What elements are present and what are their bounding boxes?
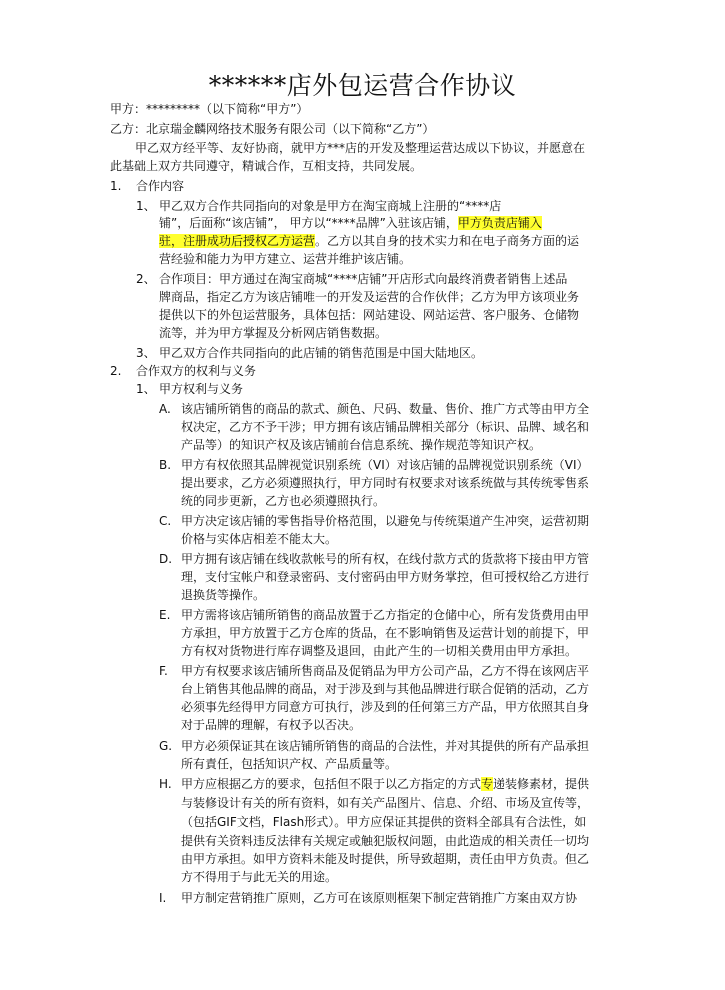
subsection-title: 甲方权利与义务 [159,382,244,396]
clause-line: 甲方决定该店铺的零售指导价格范围，以避免与传统渠道产生冲突，运营初期 [181,514,590,528]
clause-line: 产品等）的知识产权及该店铺前台信息系统、操作规范等知识产权。 [181,438,542,452]
clause-letter: H. [159,777,172,791]
clause-line: （包括GIF文档，Flash形式）。甲方应保证其提供的资料全部具有合法性，如 [181,815,587,829]
subsection-number: 1、 [136,382,156,396]
clause-line: 方不得用于与此无关的用途。 [181,870,338,884]
clause-line: 必须事先经得甲方同意方可执行，涉及到的任何第三方产品，甲方依照其自身 [181,700,590,714]
clause-letter: F. [159,664,168,678]
clause-line: 甲方需将该店铺所销售的商品放置于乙方指定的仓储中心，所有发货费用由甲 [181,608,590,622]
section-number: 2. [110,364,122,378]
clause-line: 甲方必须保证其在该店铺所销售的商品的合法性，并对其提供的所有产品承担 [181,739,590,753]
item-line [159,214,542,232]
item-number: 2、 [136,272,156,286]
intro-line-2: 此基础上双方共同遵守，精诚合作，互相支持，共同发展。 [110,159,423,173]
item-number: 3、 [136,346,156,360]
clause-line: 统的同步更新，乙方也必须遵照执行。 [181,494,386,508]
clause-line: 方承担，甲方放置于乙方仓库的货品，在不影响销售及运营计划的前提下，甲 [181,626,590,640]
highlighted-text: 驻，注册成功后授权乙方运营 [159,234,316,248]
clause-line: 对于品牌的理解，有权予以否决。 [181,718,362,732]
clause-line: 权决定，乙方不予干涉；甲方拥有该店铺品牌相关部分（标识、品牌、域名和 [181,420,590,434]
clause-line: 甲方制定营销推广原则，乙方可在该原则框架下制定营销推广方案由双方协 [181,891,578,905]
item-line: 甲乙双方合作共同指向的此店铺的销售范围是中国大陆地区。 [159,346,484,360]
section-title: 合作内容 [136,179,185,193]
clause-line: 甲方拥有该店铺在线收款帐号的所有权，在线付款方式的货款将下接由甲方管 [181,552,590,566]
party-a-line: 甲方：*********（以下简称“甲方”） [110,102,309,116]
section-title: 合作双方的权利与义务 [136,364,257,378]
document-title: ******店外包运营合作协议 [208,71,517,100]
intro-line-1: 甲乙双方经平等、友好协商，就甲方***店的开发及整理运营达成以下协议，并愿意在 [135,141,586,155]
clause-line: 价格与实体店相差不能太大。 [181,532,338,546]
clause-line-text: 递装修素材，提供 [493,777,590,791]
clause-letter: D. [159,552,173,566]
item-line: 牌商品，指定乙方为该店铺唯一的开发及运营的合作伙伴；乙方为甲方该项业务 [159,290,580,304]
clause-letter: B. [159,458,172,472]
clause-line: 该店铺所销售的商品的款式、颜色、尺码、数量、售价、推广方式等由甲方全 [181,402,590,416]
item-line-text: 铺”，后面称“该店铺”， 甲方以“****品牌”入驻该店铺， [159,216,458,230]
clause-letter: C. [159,514,172,528]
clause-line: 理，支付宝帐户和登录密码、支付密码由甲方财务掌控，但可授权给乙方进行 [181,570,590,584]
item-number: 1、 [136,199,156,213]
clause-line: 方有权对货物进行库存调整及退回，由此产生的一切相关费用由甲方承担。 [181,644,578,658]
item-line: 甲乙双方合作共同指向的对象是甲方在淘宝商城上注册的“****店 [159,199,502,213]
clause-line: 提出要求，乙方必须遵照执行，甲方同时有权要求对该系统做与其传统零售系 [181,476,590,490]
clause-line: 与装修设计有关的所有资料，如有关产品图片、信息、介绍、市场及宣传等， [181,796,590,810]
item-line [159,232,579,250]
clause-line: 台上销售其他品牌的商品，对于涉及到与其他品牌进行联合促销的活动，乙方 [181,682,590,696]
item-line: 营经验和能力为甲方建立、运营并维护该店铺。 [159,252,412,266]
item-line-text: 。乙方以其自身的技术实力和在电子商务方面的运 [315,234,580,248]
clause-line: 由甲方承担。如甲方资料未能及时提供，所导致超期，责任由甲方负责。但乙 [181,852,590,866]
clause-line: 甲方有权依照其品牌视觉识别系统（VI）对该店铺的品牌视觉识别系统（VI） [181,458,589,472]
clause-line: 所有責任，包括知识产权、产品质量等。 [181,757,398,771]
party-b-line: 乙方：北京瑞金麟网络技术服务有限公司（以下简称“乙方”） [110,122,435,136]
section-number: 1. [110,179,122,193]
item-line: 流等，并为甲方掌握及分析网店销售数据。 [159,326,388,340]
clause-line: 提供有关资料违反法律有关规定或触犯版权问题，由此造成的相关责任一切均 [181,834,590,848]
clause-letter: E. [159,608,171,622]
clause-letter: G. [159,739,173,753]
clause-line [181,775,589,793]
highlighted-text: 专 [481,777,494,791]
clause-line: 甲方有权要求该店铺所售商品及促销品为甲方公司产品，乙方不得在该网店平 [181,664,590,678]
clause-line: 退换货等操作。 [181,588,266,602]
item-line: 合作项目：甲方通过在淘宝商城“****店铺”开店形式向最终消费者销售上述品 [159,272,568,286]
clause-line-text: 甲方应根据乙方的要求，包括但不限于以乙方指定的方式 [181,777,482,791]
item-line: 提供以下的外包运营服务，具体包括：网站建设、网站运营、客户服务、仓储物 [159,308,580,322]
clause-letter: A. [159,402,171,416]
highlighted-text: 甲方负责店铺入 [457,216,542,230]
clause-letter: I. [159,891,167,905]
